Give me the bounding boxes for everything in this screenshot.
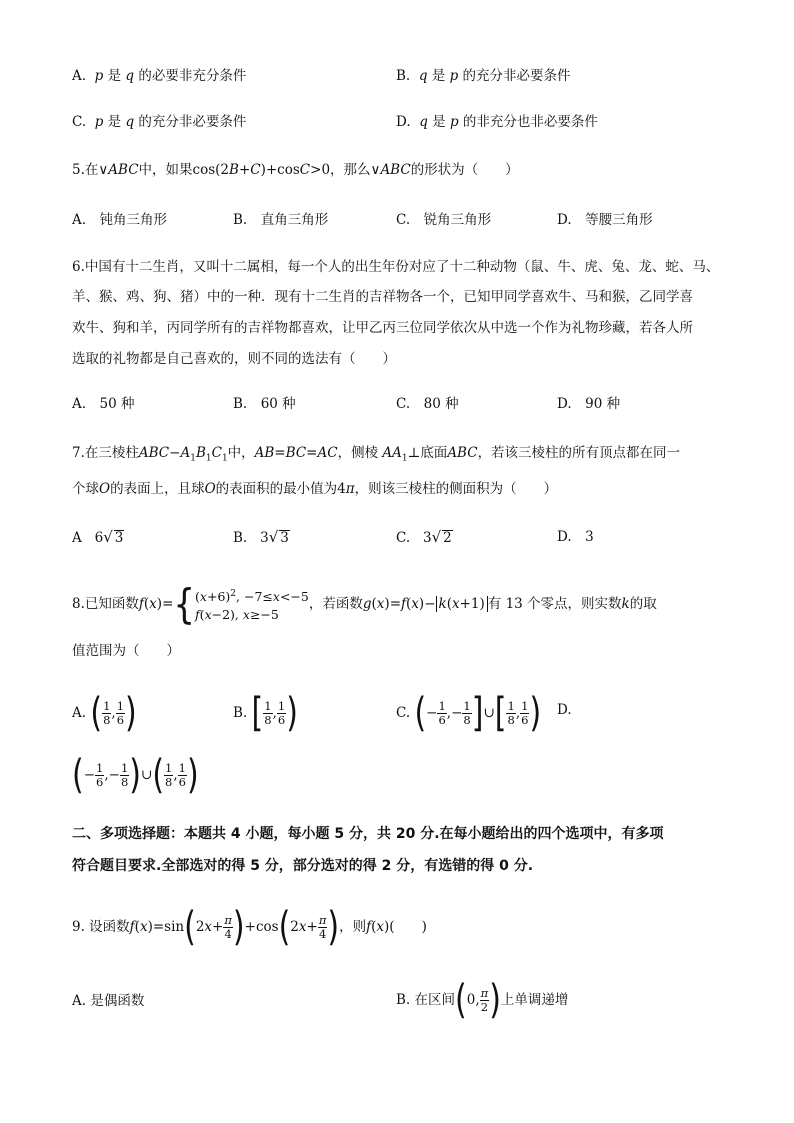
q8-stem-line-1: 8.已知函数$f(x)=\{(x+6)^2$, −7≤x<−5 f(x−2), x≥−5，若函数g(x)=f(x)− k(x+1) 有 13 个零点，则实数k的取 bbox=[72, 580, 657, 629]
q7-stem-line-2: 个球O的表面上，且球O的表面积的最小值为4π，则该三棱柱的侧面积为（ ） bbox=[72, 481, 558, 497]
q9-option-a: A. 是偶函数 bbox=[72, 993, 145, 1009]
q6-option-a: A. 50 种 bbox=[72, 396, 135, 412]
section-2-heading-line-1: 二、多项选择题：本题共 4 小题，每小题 5 分，共 20 分.在每小题给出的四个选项中，有多项 bbox=[72, 826, 664, 842]
q5-option-d: D. 等腰三角形 bbox=[557, 212, 653, 228]
q5-option-a: A. 钝角三角形 bbox=[72, 212, 168, 228]
q6-line-3: 欢牛、狗和羊，丙同学所有的吉祥物都喜欢，让甲乙丙三位同学依次从中选一个作为礼物珍藏，若各人所 bbox=[72, 320, 693, 336]
q9-stem: 9. 设函数f(x)=sin(2x+ $\frac{\pi}{4}$ )+cos(2x+ $\frac{\pi}{4}$ )，则f(x)( ) bbox=[72, 903, 427, 951]
q7-option-c: C. 3√ 2 bbox=[396, 528, 452, 546]
q6-line-1: 6.中国有十二生肖，又叫十二属相，每一个人的出生年份对应了十二种动物（鼠、牛、虎、兔、龙、蛇、马、 bbox=[72, 259, 720, 275]
q8-stem-line-2: 值范围为（ ） bbox=[72, 643, 180, 659]
q8-option-d: (− $\frac{1}{6}$ ,− $\frac{1}{8}$ )∪( $\frac{1}{8}$ , $\frac{1}{6}$ ) bbox=[72, 751, 199, 799]
q7-stem-line-1: 7.在三棱柱$ABC-A_1B_1C_1$中，AB=BC=AC，侧棱 $AA_1\perp$底面ABC，若该三棱柱的所有顶点都在同一 bbox=[72, 445, 681, 464]
q4-option-a: A. p 是 q 的必要非充分条件 bbox=[72, 68, 247, 84]
q5-option-b: B. 直角三角形 bbox=[233, 212, 329, 228]
q5-option-c: C. 锐角三角形 bbox=[396, 212, 492, 228]
q6-line-2: 羊、猴、鸡、狗、猪）中的一种．现有十二生肖的吉祥物各一个，已知甲同学喜欢牛、马和猴，乙同学喜 bbox=[72, 289, 693, 305]
q8-option-a: A. ( $\frac{1}{8}$ , $\frac{1}{6}$ ) bbox=[72, 689, 137, 737]
q7-option-b: B. 3√ 3 bbox=[233, 528, 289, 546]
q9-option-b: B. 在区间(0, $\frac{\pi}{2}$ )上单调递增 bbox=[396, 976, 569, 1024]
q6-option-d: D. 90 种 bbox=[557, 396, 621, 412]
q7-option-a: A 6√ 3 bbox=[72, 528, 124, 546]
q7-option-d: D. 3 bbox=[557, 529, 594, 545]
section-2-heading-line-2: 符合题目要求.全部选对的得 5 分，部分选对的得 2 分，有选错的得 0 分. bbox=[72, 858, 534, 874]
q4-option-c: C. p 是 q 的充分非必要条件 bbox=[72, 114, 247, 130]
q6-option-b: B. 60 种 bbox=[233, 396, 296, 412]
q6-line-4: 选取的礼物都是自己喜欢的，则不同的选法有（ ） bbox=[72, 351, 396, 367]
q8-option-d-label: D. bbox=[557, 702, 572, 718]
q6-option-c: C. 80 种 bbox=[396, 396, 459, 412]
q5-stem: 5.在∨ABC中，如果cos(2B+C)+cosC>0，那么∨ABC的形状为（ ） bbox=[72, 162, 519, 178]
q8-option-c: C. (− $\frac{1}{6}$ ,− $\frac{1}{8}$ ]∪[ $\frac{1}{8}$ , $\frac{1}{6}$ ) bbox=[396, 689, 542, 737]
q4-option-d: D. q 是 p 的非充分也非必要条件 bbox=[396, 114, 598, 130]
q8-option-b: B. [ $\frac{1}{8}$ , $\frac{1}{6}$ ) bbox=[233, 689, 298, 737]
q4-option-b: B. q 是 p 的充分非必要条件 bbox=[396, 68, 571, 84]
